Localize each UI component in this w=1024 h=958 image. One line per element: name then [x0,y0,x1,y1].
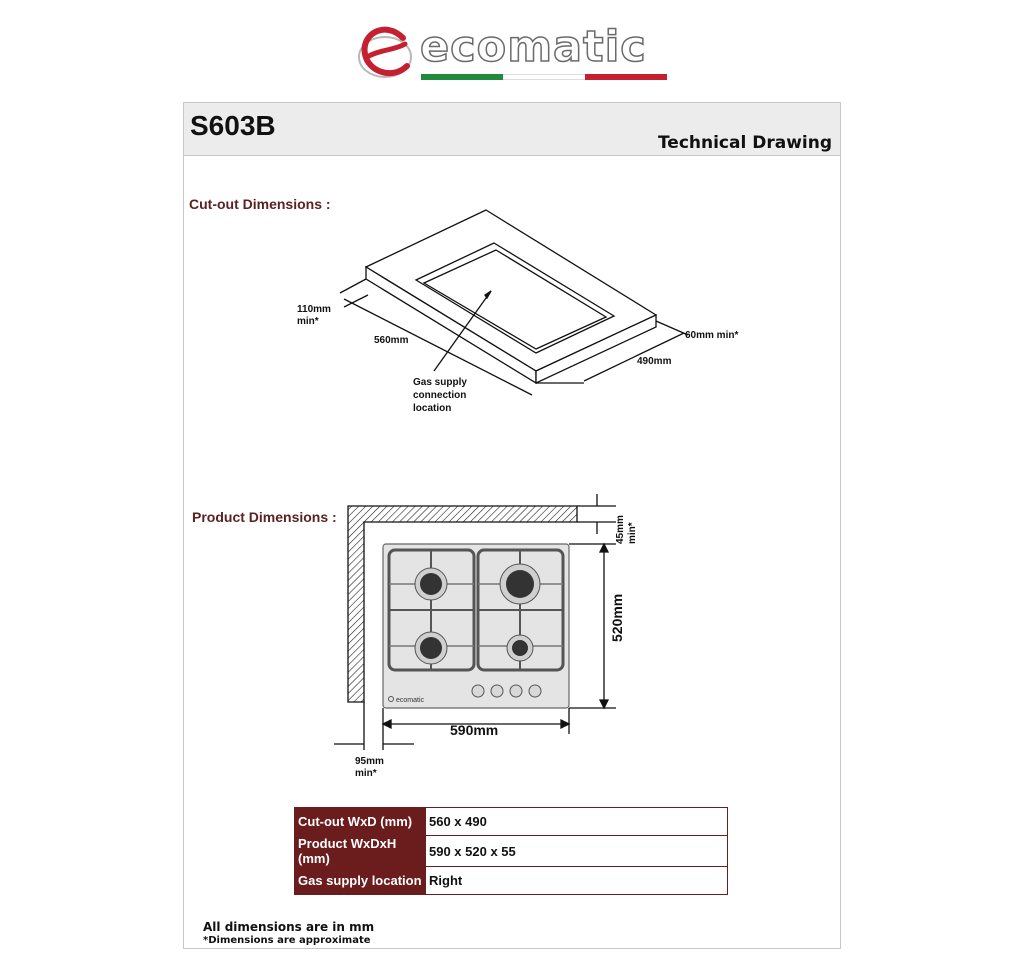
cutout-isometric-drawing [284,203,764,403]
cutout-section-label: Cut-out Dimensions : [189,196,331,212]
brand-logo [355,20,675,86]
spec-key: Product WxDxH (mm) [295,836,426,867]
dim-cutout-width: 490mm [637,356,672,367]
footnote-units: All dimensions are in mm [203,920,375,934]
spec-value: 560 x 490 [426,808,728,836]
table-row [295,867,728,895]
panel-brand-text: ecomatic [396,697,425,704]
spec-key: Cut-out WxD (mm) [295,808,426,836]
dim-product-width: 590mm [450,722,499,738]
burner-icon [415,568,447,600]
product-section-label: Product Dimensions : [192,509,337,525]
document-title: Technical Drawing [657,133,832,153]
spec-value: Right [426,867,728,895]
dim-top-clearance: 45mm min* [615,515,638,544]
dim-side-clearance: 60mm min* [685,330,739,341]
model-number: S603B [190,110,276,141]
dim-front-clearance: 110mm min* [297,304,331,327]
logo-emblem-icon [355,20,425,86]
table-row [295,836,728,867]
gas-supply-note: Gas supply connection location [413,377,467,414]
dim-product-depth: 520mm [609,593,625,642]
logo-wordmark: ecomatic [420,22,647,72]
table-row [295,808,728,836]
spec-value: 590 x 520 x 55 [426,836,728,867]
technical-sheet [183,102,841,949]
footnote-approximate: *Dimensions are approximate [203,935,371,946]
italian-flag-stripe [421,74,667,80]
dim-cutout-depth: 560mm [374,335,409,346]
dim-left-clearance: 95mm min* [355,756,384,779]
sheet-header [184,103,840,156]
specifications-table [294,807,728,895]
spec-key: Gas supply location [295,867,426,895]
